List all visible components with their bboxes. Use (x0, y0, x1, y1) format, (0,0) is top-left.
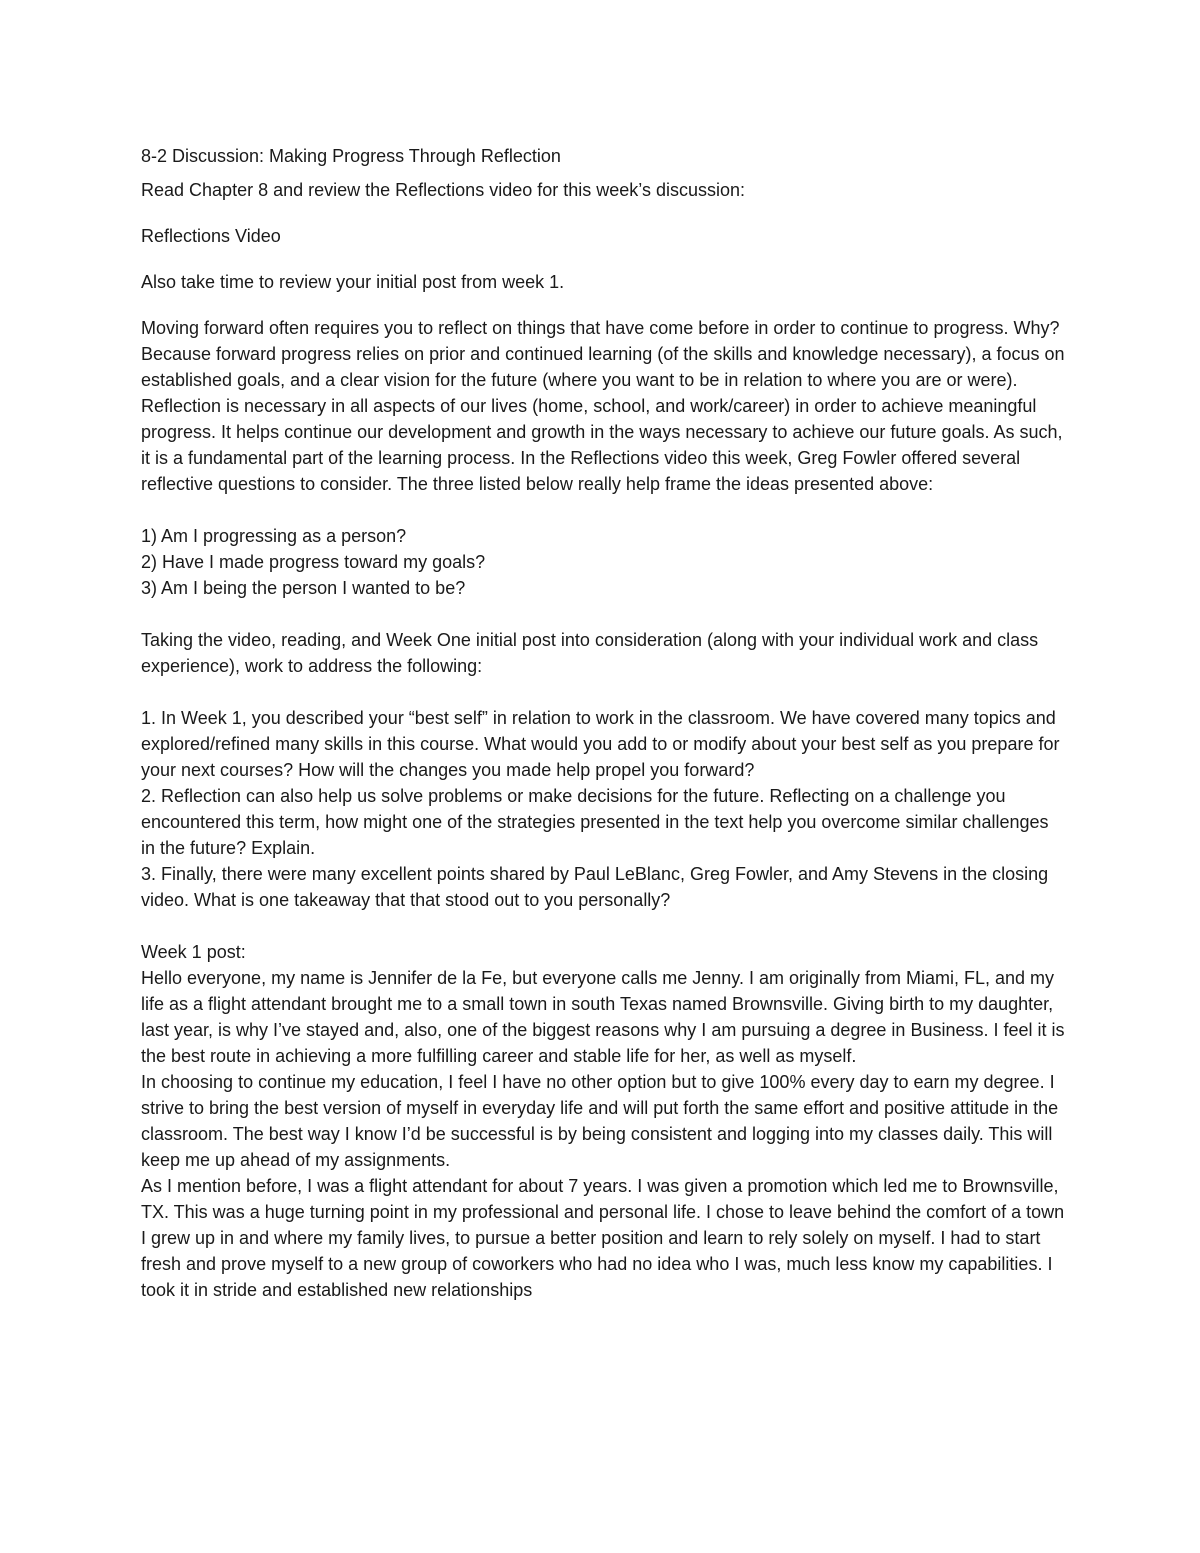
reflective-question: 2) Have I made progress toward my goals? (141, 552, 486, 572)
reflective-question: 3) Am I being the person I wanted to be? (141, 578, 466, 598)
reflections-video-link[interactable]: Reflections Video (141, 226, 281, 246)
week1-paragraph: Hello everyone, my name is Jennifer de la Fe, but everyone calls me Jenny. I am originally from Miami, FL, and my life as a flight attendant brought me to a small town in south Texas named Brownsville. Giving birth to my daughter, last year, is why I’ve stayed and, also, one of the biggest reasons why I am pursuing a degree in Business. I feel it is the best route in achieving a more fulfilling career and stable life for her, as well as myself. (141, 968, 1065, 1066)
task-item: 1. In Week 1, you described your “best self” in relation to work in the classroom. We have covered many topics and explored/refined many skills in this course. What would you add to or modify about your best self as you prepare for your next courses? How will the changes you made help propel you forward? (141, 708, 1060, 780)
task-item: 3. Finally, there were many excellent points shared by Paul LeBlanc, Greg Fowler, and Amy Stevens in the closing video. What is one takeaway that that stood out to you personally? (141, 864, 1049, 910)
document-body (141, 143, 1066, 1303)
reflective-question: 1) Am I progressing as a person? (141, 526, 407, 546)
prompt-paragraph: Moving forward often requires you to reflect on things that have come before in order to continue to progress. Why? Because forward progress relies on prior and continued learning (of the skills and knowledge necessary), a focus on established goals, and a clear vision for the future (where you want to be in relation to where you are or were). Reflection is necessary in all aspects of our lives (home, school, and work/career) in order to achieve meaningful progress. It helps continue our development and growth in the ways necessary to achieve our future goals. As such, it is a fundamental part of the learning process. In the Reflections video this week, Greg Fowler offered several reflective questions to consider. The three listed below really help frame the ideas presented above: (141, 318, 1065, 494)
week1-heading: Week 1 post: (141, 942, 246, 962)
task-intro: Taking the video, reading, and Week One initial post into consideration (along with your individual work and class experience), work to address the following: (141, 630, 1039, 676)
document-title: 8-2 Discussion: Making Progress Through Reflection (141, 146, 561, 166)
task-item: 2. Reflection can also help us solve problems or make decisions for the future. Reflecting on a challenge you encountered this term, how might one of the strategies presented in the text help you overcome similar challenges in the future? Explain. (141, 786, 1049, 858)
week1-paragraph: In choosing to continue my education, I feel I have no other option but to give 100% every day to earn my degree. I strive to bring the best version of myself in everyday life and will put forth the same effort and positive attitude in the classroom. The best way I know I’d be successful is by being consistent and logging into my classes daily. This will keep me up ahead of my assignments. (141, 1072, 1059, 1170)
week1-paragraph: As I mention before, I was a flight attendant for about 7 years. I was given a promotion which led me to Brownsville, TX. This was a huge turning point in my professional and personal life. I chose to leave behind the comfort of a town I grew up in and where my family lives, to pursue a better position and learn to rely solely on myself. I had to start fresh and prove myself to a new group of coworkers who had no idea who I was, much less know my capabilities. I took it in stride and established new relationships (141, 1176, 1065, 1300)
review-note: Also take time to review your initial post from week 1. (141, 272, 565, 292)
intro-text: Read Chapter 8 and review the Reflections video for this week’s discussion: (141, 180, 745, 200)
